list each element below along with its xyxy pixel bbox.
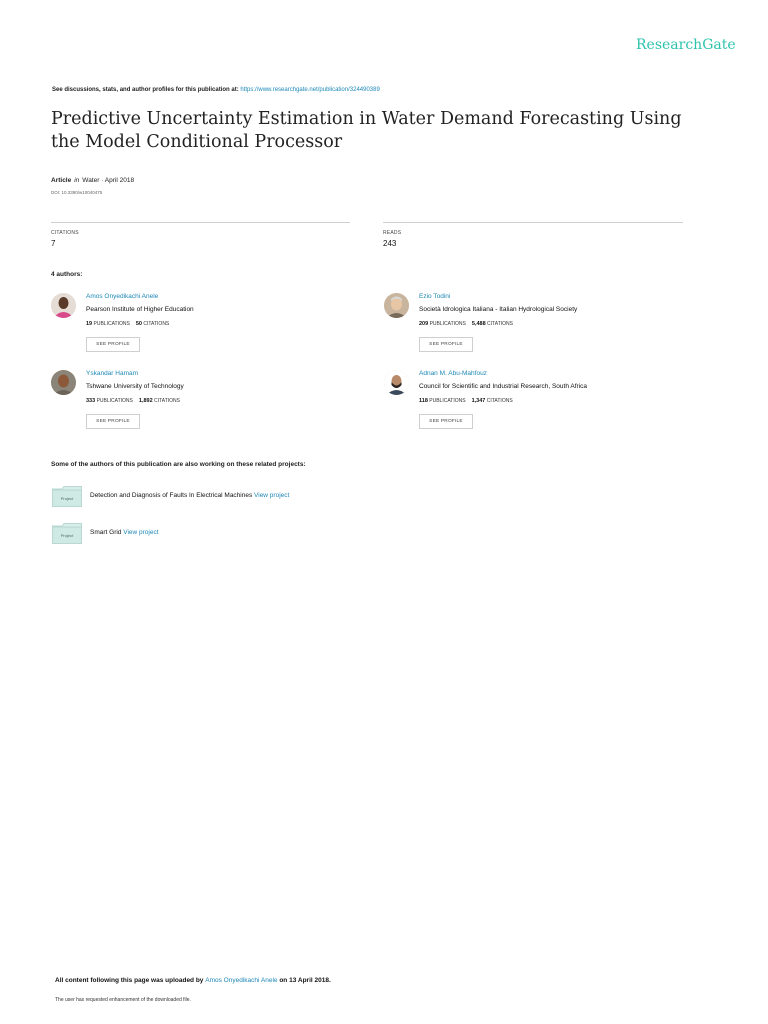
- citations-count: 1,347: [471, 398, 486, 404]
- publications-label: PUBLICATIONS: [429, 398, 466, 404]
- author-name-link[interactable]: Yskandar Hamam: [86, 370, 139, 377]
- author-name-link[interactable]: Amos Onyedikachi Anele: [86, 293, 159, 300]
- citations-divider: [51, 222, 350, 223]
- project-item: [52, 523, 452, 549]
- author-institution: Tshwane University of Technology: [86, 383, 184, 390]
- author-stats: [419, 398, 513, 404]
- author-institution: Council for Scientific and Industrial Research, South Africa: [419, 383, 588, 390]
- citations-count: 5,488: [471, 321, 486, 327]
- reads-divider: [383, 222, 683, 223]
- see-profile-button[interactable]: SEE PROFILE: [419, 414, 473, 429]
- project-icon-label: Project: [60, 496, 74, 501]
- journal-date: Water · April 2018: [82, 177, 135, 184]
- author-card: [51, 293, 371, 363]
- avatar[interactable]: [51, 370, 76, 395]
- project-title: Detection and Diagnosis of Faults In Electrical Machines: [90, 492, 253, 499]
- view-project-link[interactable]: View project: [254, 492, 290, 499]
- article-type: Article: [51, 177, 72, 184]
- author-name-link[interactable]: Adnan M. Abu-Mahfouz: [419, 370, 487, 377]
- author-card: [384, 370, 704, 440]
- publication-url-link[interactable]: https://www.researchgate.net/publication/324490389: [240, 87, 380, 93]
- author-name-link[interactable]: Ezio Todini: [419, 293, 451, 300]
- uploader-link[interactable]: Amos Onyedikachi Anele: [205, 977, 278, 984]
- project-folder-icon: [52, 523, 82, 544]
- citations-count: 1,892: [138, 398, 153, 404]
- authors-header: 4 authors:: [51, 271, 83, 278]
- view-project-link[interactable]: View project: [123, 529, 159, 536]
- discussion-prefix: See discussions, stats, and author profiles for this publication at:: [52, 87, 239, 93]
- avatar[interactable]: [51, 293, 76, 318]
- in-word: in: [74, 177, 80, 184]
- author-institution: Società Idrologica Italiana - Italian Hydrological Society: [419, 306, 578, 313]
- publications-count: 19: [86, 321, 93, 327]
- citations-label: CITATIONS: [143, 321, 170, 327]
- citations-label: CITATIONS: [51, 230, 79, 236]
- citations-count: 50: [135, 321, 142, 327]
- project-line: [90, 492, 289, 499]
- see-profile-button[interactable]: SEE PROFILE: [86, 337, 140, 352]
- author-card: [384, 293, 704, 363]
- discussion-line: [52, 87, 380, 93]
- publications-count: 209: [419, 321, 429, 327]
- upload-notice: [55, 977, 331, 984]
- author-stats: [419, 321, 513, 327]
- avatar[interactable]: [384, 293, 409, 318]
- doi: DOI: 10.3390/w10040475: [51, 190, 103, 195]
- project-title: Smart Grid: [90, 529, 122, 536]
- project-icon-label: Project: [60, 533, 74, 538]
- author-stats: [86, 398, 180, 404]
- publications-label: PUBLICATIONS: [93, 321, 130, 327]
- citations-label: CITATIONS: [487, 321, 513, 327]
- related-projects-header: Some of the authors of this publication are also working on these related projects:: [51, 461, 306, 468]
- author-stats: [86, 321, 169, 327]
- project-folder-icon: [52, 486, 82, 507]
- publications-label: PUBLICATIONS: [96, 398, 133, 404]
- article-meta: [51, 177, 134, 184]
- citations-label: CITATIONS: [486, 398, 513, 404]
- researchgate-logo[interactable]: ResearchGate: [636, 37, 736, 53]
- citations-label: CITATIONS: [154, 398, 180, 404]
- author-institution: Pearson Institute of Higher Education: [86, 306, 194, 313]
- see-profile-button[interactable]: SEE PROFILE: [86, 414, 140, 429]
- avatar[interactable]: [384, 370, 409, 395]
- reads-count: 243: [383, 239, 397, 248]
- project-item: [52, 486, 452, 512]
- paper-title: Predictive Uncertainty Estimation in Water Demand Forecasting Using the Model Conditional Processor: [51, 109, 682, 152]
- citations-count: 7: [51, 239, 56, 248]
- author-card: [51, 370, 371, 440]
- upload-date: on 13 April 2018.: [279, 977, 331, 984]
- project-line: [90, 529, 159, 536]
- enhancement-note: The user has requested enhancement of the downloaded file.: [55, 997, 191, 1003]
- publications-count: 333: [86, 398, 96, 404]
- upload-prefix: All content following this page was uploaded by: [55, 977, 204, 984]
- publications-count: 118: [419, 398, 428, 404]
- see-profile-button[interactable]: SEE PROFILE: [419, 337, 473, 352]
- publications-label: PUBLICATIONS: [429, 321, 466, 327]
- reads-label: READS: [383, 230, 402, 236]
